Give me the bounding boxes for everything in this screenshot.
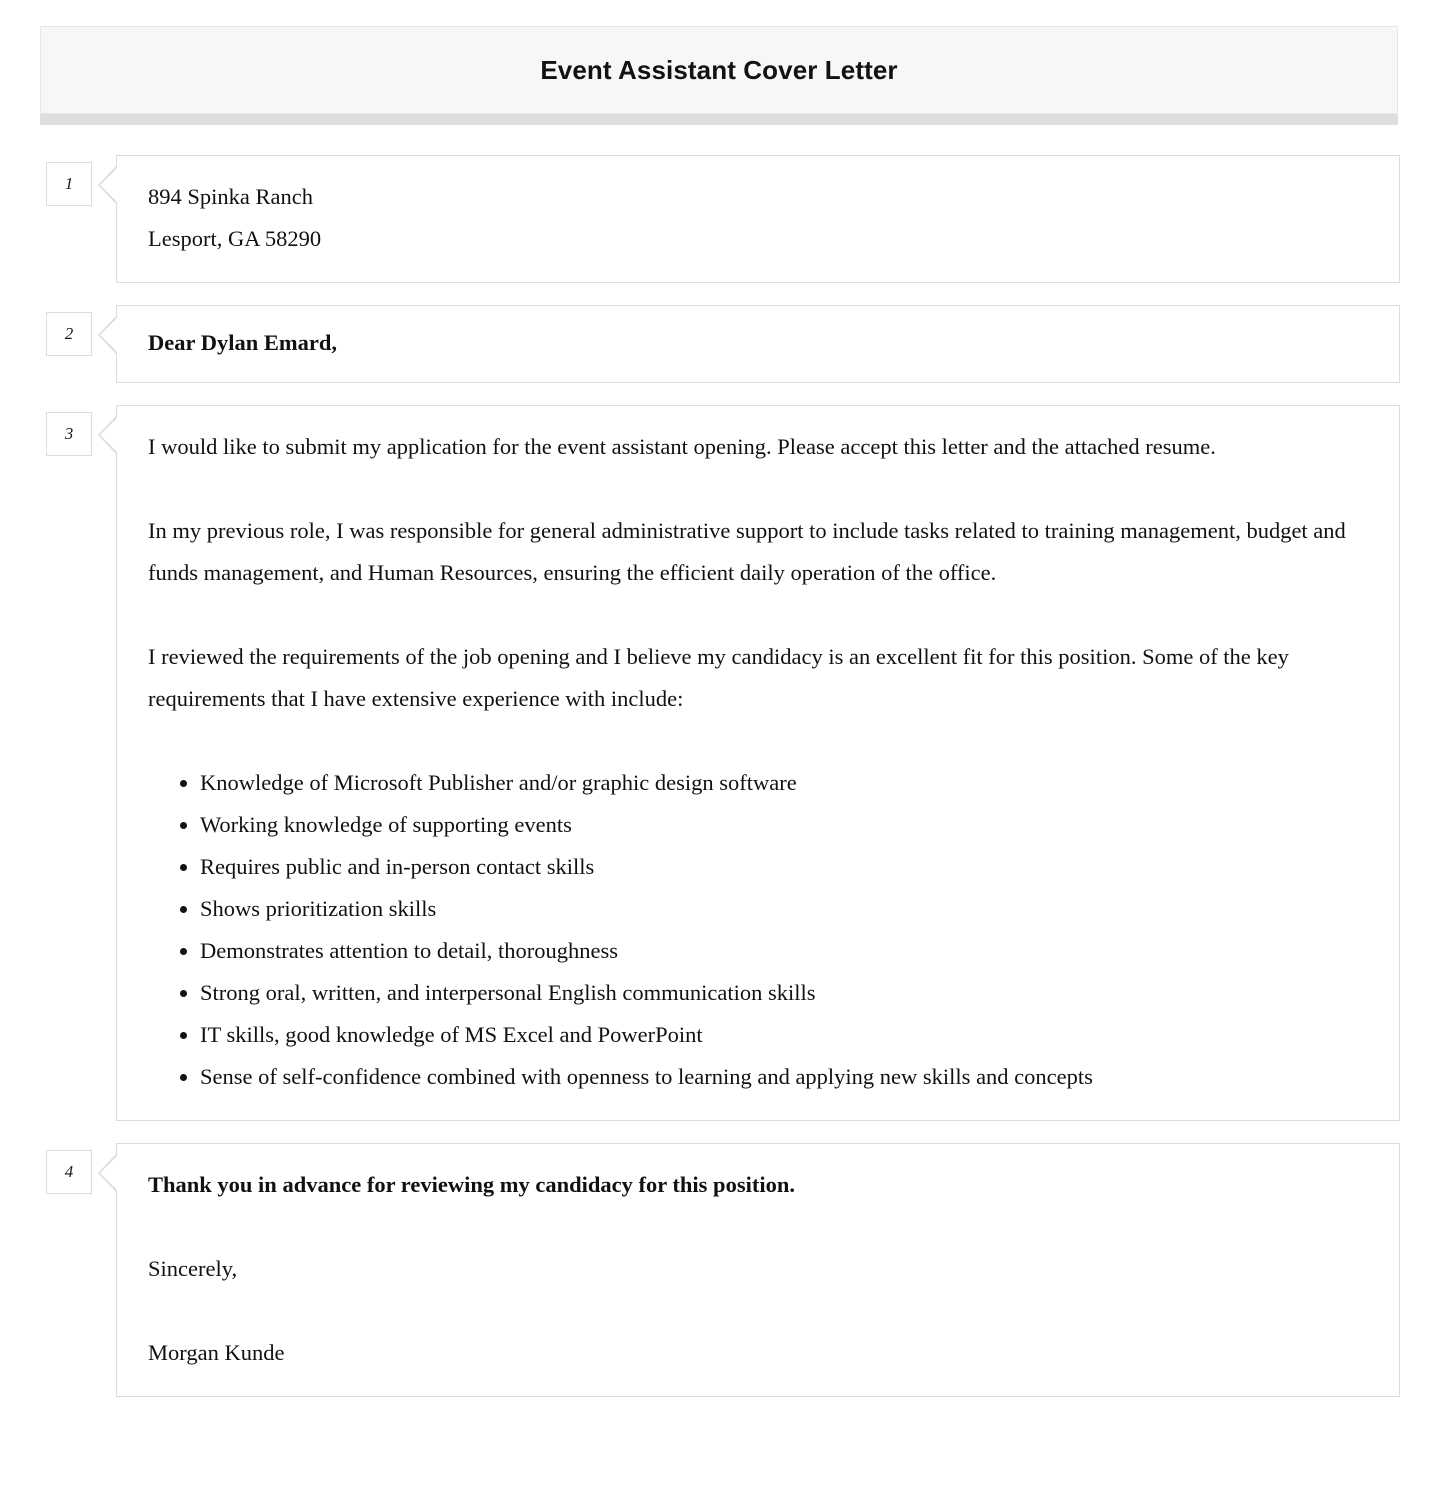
block-content-body [116, 405, 1400, 1121]
body-paragraph-1: I would like to submit my application for the event assistant opening. Please accept this letter and the attached resume. [148, 434, 1216, 459]
thank-you-line: Thank you in advance for reviewing my candidacy for this position. [148, 1172, 795, 1197]
body-paragraph-3: I reviewed the requirements of the job opening and I believe my candidacy is an excellent fit for this position. Some of the key requirements that I have extensive experience with include: [148, 644, 1289, 711]
letter-block-address [0, 155, 1440, 283]
address-line-2: Lesport, GA 58290 [148, 226, 322, 251]
body-text [148, 426, 1369, 1098]
header-shadow-bar [40, 114, 1398, 125]
requirement-item: • Requires public and in-person contact skills [200, 846, 1369, 888]
requirements-list [148, 762, 1369, 1098]
block-number-badge[interactable]: 4 [46, 1150, 92, 1194]
signature-name: Morgan Kunde [148, 1340, 285, 1365]
block-number-badge[interactable]: 2 [46, 312, 92, 356]
block-number-badge[interactable]: 1 [46, 162, 92, 206]
requirement-item: • IT skills, good knowledge of MS Excel and PowerPoint [200, 1014, 1369, 1056]
address-line-1: 894 Spinka Ranch [148, 184, 313, 209]
requirement-item: • Knowledge of Microsoft Publisher and/or graphic design software [200, 762, 1369, 804]
requirement-item: • Sense of self-confidence combined with openness to learning and applying new skills and concepts [200, 1056, 1369, 1098]
body-paragraph-2: In my previous role, I was responsible for general administrative support to include tasks related to training management, budget and funds management, and Human Resources, ensuring the efficient daily operation of the office. [148, 518, 1346, 585]
requirement-item: • Strong oral, written, and interpersonal English communication skills [200, 972, 1369, 1014]
document-header [40, 26, 1398, 125]
block-content-closing [116, 1143, 1400, 1397]
page-title: Event Assistant Cover Letter [540, 54, 898, 85]
document-header-bar [40, 26, 1398, 114]
block-content-address [116, 155, 1400, 283]
letter-blocks [0, 155, 1440, 1419]
block-content-salutation [116, 305, 1400, 383]
letter-block-body [0, 405, 1440, 1121]
requirement-item: • Working knowledge of supporting events [200, 804, 1369, 846]
letter-block-salutation [0, 305, 1440, 383]
requirement-item: • Shows prioritization skills [200, 888, 1369, 930]
closing-text [148, 1164, 1369, 1374]
sign-off-line: Sincerely, [148, 1256, 238, 1281]
requirement-item: • Demonstrates attention to detail, thoroughness [200, 930, 1369, 972]
salutation-text: Dear Dylan Emard, [148, 330, 337, 355]
block-number-badge[interactable]: 3 [46, 412, 92, 456]
letter-block-closing [0, 1143, 1440, 1397]
